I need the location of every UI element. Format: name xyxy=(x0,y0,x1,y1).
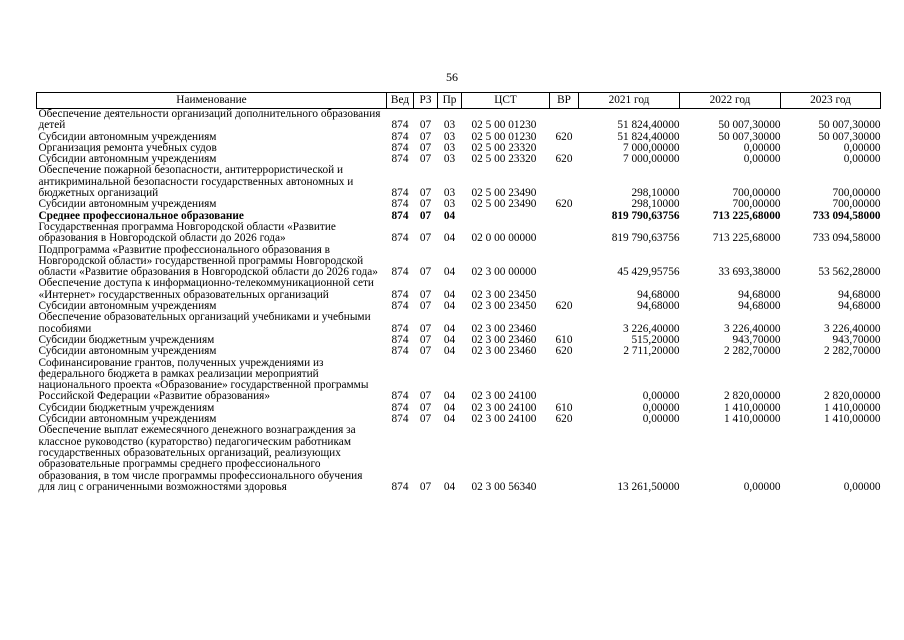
cell-2023: 94,68000 xyxy=(838,300,881,313)
cell-2021: 94,68000 xyxy=(637,300,680,313)
cell-ved: 874 xyxy=(391,413,409,426)
cell-2023: 50 007,30000 xyxy=(818,119,881,132)
cell-pr: 04 xyxy=(443,209,456,222)
cell-pr: 04 xyxy=(443,232,456,245)
cell-vr xyxy=(550,222,579,245)
cell-2022: 713 225,68000 xyxy=(712,209,781,222)
cell-2023: 0,00000 xyxy=(843,153,881,166)
cell-rz: 07 xyxy=(419,480,432,493)
cell-ved: 874 xyxy=(391,119,409,132)
cell-2021: 7 000,00000 xyxy=(623,153,680,166)
cell-rz: 07 xyxy=(419,209,432,222)
cell-2021: 298,10000 xyxy=(631,187,680,200)
cell-vr xyxy=(550,245,579,279)
cell-rz: 07 xyxy=(419,153,432,166)
cell-vr: 610 xyxy=(555,333,573,346)
cell-2021: 2 711,20000 xyxy=(623,345,680,358)
cell-2023: 2 282,70000 xyxy=(824,345,881,358)
cell-name: Государственная программа Новгородской области «Развитие образования в Новгородской области до 2026 года» xyxy=(38,220,336,245)
cell-vr xyxy=(550,165,579,199)
cell-2022: 713 225,68000 xyxy=(712,232,781,245)
cell-name: Среднее профессиональное образование xyxy=(38,209,244,222)
cell-2023: 94,68000 xyxy=(838,288,881,301)
cell-cst: 02 5 00 23490 xyxy=(471,198,537,211)
page-number: 56 xyxy=(446,70,458,84)
cell-cst: 02 5 00 01230 xyxy=(471,130,537,143)
cell-pr: 04 xyxy=(443,333,456,346)
cell-cst: 02 3 00 23460 xyxy=(471,333,537,346)
cell-2022: 943,70000 xyxy=(732,333,781,346)
cell-vr: 620 xyxy=(555,153,573,166)
cell-vr xyxy=(550,109,579,132)
header-2022: 2022 год xyxy=(680,93,781,109)
cell-pr: 04 xyxy=(443,390,456,403)
cell-2021: 13 261,50000 xyxy=(617,480,680,493)
cell-ved: 874 xyxy=(391,198,409,211)
cell-2023: 50 007,30000 xyxy=(818,130,881,143)
cell-2023: 700,00000 xyxy=(832,187,881,200)
cell-2023: 1 410,00000 xyxy=(824,401,881,414)
cell-2021: 819 790,63756 xyxy=(611,209,680,222)
cell-rz: 07 xyxy=(419,232,432,245)
cell-pr: 03 xyxy=(443,130,456,143)
header-cst: ЦСТ xyxy=(462,93,550,109)
cell-pr: 04 xyxy=(443,288,456,301)
cell-pr: 03 xyxy=(443,198,456,211)
cell-ved: 874 xyxy=(391,333,409,346)
header-name: Наименование xyxy=(37,93,387,109)
cell-name: Обеспечение деятельности организаций дополнительного образования детей xyxy=(38,108,381,132)
cell-ved: 874 xyxy=(391,480,409,493)
cell-2021: 51 824,40000 xyxy=(617,119,680,132)
cell-cst xyxy=(462,211,550,222)
cell-rz: 07 xyxy=(419,266,432,279)
cell-vr: 620 xyxy=(555,413,573,426)
cell-cst: 02 3 00 24100 xyxy=(471,413,537,426)
cell-cst: 02 3 00 00000 xyxy=(471,266,537,279)
cell-2021: 0,00000 xyxy=(642,401,680,414)
cell-ved: 874 xyxy=(391,209,409,222)
cell-rz: 07 xyxy=(419,187,432,200)
cell-2022: 50 007,30000 xyxy=(718,119,781,132)
cell-2021: 45 429,95756 xyxy=(617,266,680,279)
table-row xyxy=(37,346,881,357)
header-rz: РЗ xyxy=(414,93,438,109)
header-pr: Пр xyxy=(438,93,462,109)
cell-2022: 33 693,38000 xyxy=(718,266,781,279)
cell-pr: 04 xyxy=(443,300,456,313)
cell-pr: 03 xyxy=(443,153,456,166)
cell-ved: 874 xyxy=(391,141,409,154)
cell-ved: 874 xyxy=(391,288,409,301)
cell-ved: 874 xyxy=(391,390,409,403)
cell-name: Подпрограмма «Развитие профессионального образования в Новгородской области» государственной программы Новгородской области «Развитие образования в Новгородской области до 2026 года» xyxy=(38,243,378,279)
table-row xyxy=(37,312,881,335)
cell-pr: 03 xyxy=(443,187,456,200)
cell-pr: 04 xyxy=(443,345,456,358)
cell-vr: 610 xyxy=(555,401,573,414)
cell-pr: 03 xyxy=(443,119,456,132)
cell-ved: 874 xyxy=(391,345,409,358)
cell-vr xyxy=(550,312,579,335)
cell-2021: 7 000,00000 xyxy=(623,141,680,154)
cell-ved: 874 xyxy=(391,322,409,335)
cell-name: Обеспечение образовательных организаций учебниками и учебными пособиями xyxy=(38,311,371,335)
cell-2021: 0,00000 xyxy=(642,390,680,403)
table-row xyxy=(37,222,881,245)
cell-name: Субсидии бюджетным учреждениям xyxy=(38,333,215,346)
cell-vr xyxy=(550,211,579,222)
cell-rz: 07 xyxy=(419,288,432,301)
cell-rz: 07 xyxy=(419,322,432,335)
cell-ved: 874 xyxy=(391,187,409,200)
cell-2021: 515,20000 xyxy=(631,333,680,346)
cell-ved: 874 xyxy=(391,232,409,245)
cell-ved: 874 xyxy=(391,401,409,414)
cell-2023: 1 410,00000 xyxy=(824,413,881,426)
cell-cst: 02 3 00 23450 xyxy=(471,288,537,301)
cell-2023: 733 094,58000 xyxy=(812,232,881,245)
table-row xyxy=(37,165,881,199)
cell-vr: 620 xyxy=(555,198,573,211)
cell-vr xyxy=(550,278,579,301)
cell-2022: 2 282,70000 xyxy=(724,345,781,358)
cell-rz: 07 xyxy=(419,345,432,358)
header-2023: 2023 год xyxy=(781,93,881,109)
cell-2023: 3 226,40000 xyxy=(824,322,881,335)
cell-2022: 94,68000 xyxy=(738,288,781,301)
table-row xyxy=(37,425,881,493)
cell-cst: 02 5 00 23490 xyxy=(471,187,537,200)
header-row xyxy=(37,93,881,109)
table-row xyxy=(37,199,881,210)
cell-2022: 50 007,30000 xyxy=(718,130,781,143)
cell-pr: 04 xyxy=(443,413,456,426)
cell-2021: 0,00000 xyxy=(642,413,680,426)
cell-2022: 2 820,00000 xyxy=(724,390,781,403)
table-row xyxy=(37,109,881,132)
cell-cst: 02 3 00 24100 xyxy=(471,390,537,403)
cell-2022: 0,00000 xyxy=(743,480,781,493)
cell-2021: 51 824,40000 xyxy=(617,130,680,143)
cell-rz: 07 xyxy=(419,333,432,346)
table-header xyxy=(37,93,881,109)
cell-2023: 0,00000 xyxy=(843,480,881,493)
cell-name: Софинансирование грантов, полученных учреждениями из федерального бюджета в рамках реализации мероприятий национального проекта «Образование» государственной программы Российской Федерации «Развитие образования» xyxy=(38,356,369,403)
cell-cst: 02 3 00 23460 xyxy=(471,322,537,335)
cell-rz: 07 xyxy=(419,130,432,143)
cell-cst: 02 5 00 23320 xyxy=(471,153,537,166)
cell-rz: 07 xyxy=(419,119,432,132)
cell-rz: 07 xyxy=(419,401,432,414)
cell-ved: 874 xyxy=(391,153,409,166)
cell-pr: 04 xyxy=(443,480,456,493)
cell-name: Обеспечение доступа к информационно-телекоммуникационной сети «Интернет» государственных образовательных организаций xyxy=(38,277,374,301)
budget-table-container xyxy=(36,92,880,493)
cell-cst: 02 0 00 00000 xyxy=(471,232,537,245)
cell-cst: 02 3 00 24100 xyxy=(471,401,537,414)
cell-2023: 53 562,28000 xyxy=(818,266,881,279)
cell-2022: 0,00000 xyxy=(743,153,781,166)
cell-2021: 94,68000 xyxy=(637,288,680,301)
cell-vr: 620 xyxy=(555,345,573,358)
cell-2022: 1 410,00000 xyxy=(724,413,781,426)
cell-vr xyxy=(550,358,579,403)
cell-name: Обеспечение пожарной безопасности, антитеррористической и антикриминальной безопасности государственных автономных и бюджетных организаций xyxy=(38,164,354,200)
cell-name: Субсидии автономным учреждениям xyxy=(38,153,217,166)
table-row xyxy=(37,278,881,301)
cell-pr: 04 xyxy=(443,266,456,279)
cell-2021: 3 226,40000 xyxy=(623,322,680,335)
cell-vr: 620 xyxy=(555,300,573,313)
cell-name: Субсидии автономным учреждениям xyxy=(38,198,217,211)
cell-name: Субсидии автономным учреждениям xyxy=(38,130,217,143)
cell-name: Организация ремонта учебных судов xyxy=(38,141,217,154)
cell-cst: 02 3 00 56340 xyxy=(471,480,537,493)
cell-name: Субсидии автономным учреждениям xyxy=(38,345,217,358)
cell-2022: 700,00000 xyxy=(732,187,781,200)
cell-rz: 07 xyxy=(419,413,432,426)
cell-name: Субсидии автономным учреждениям xyxy=(38,300,217,313)
cell-rz: 07 xyxy=(419,198,432,211)
cell-ved: 874 xyxy=(391,300,409,313)
table-row xyxy=(37,358,881,403)
cell-cst: 02 3 00 23450 xyxy=(471,300,537,313)
budget-table xyxy=(36,92,881,493)
cell-rz: 07 xyxy=(419,141,432,154)
cell-2022: 0,00000 xyxy=(743,141,781,154)
cell-name: Субсидии бюджетным учреждениям xyxy=(38,401,215,414)
cell-2022: 94,68000 xyxy=(738,300,781,313)
cell-2022: 3 226,40000 xyxy=(724,322,781,335)
cell-cst: 02 5 00 23320 xyxy=(471,141,537,154)
cell-ved: 874 xyxy=(391,266,409,279)
cell-cst: 02 3 00 23460 xyxy=(471,345,537,358)
cell-ved: 874 xyxy=(391,130,409,143)
cell-vr: 620 xyxy=(555,130,573,143)
cell-2022: 700,00000 xyxy=(732,198,781,211)
cell-pr: 04 xyxy=(443,322,456,335)
cell-vr xyxy=(550,425,579,493)
cell-2021: 819 790,63756 xyxy=(611,232,680,245)
header-ved: Вед xyxy=(387,93,414,109)
cell-2023: 0,00000 xyxy=(843,141,881,154)
header-vr: ВР xyxy=(550,93,579,109)
cell-2023: 943,70000 xyxy=(832,333,881,346)
cell-name: Обеспечение выплат ежемесячного денежного вознаграждения за классное руководство (кураторство) педагогическим работникам государственных образовательных организаций, реализующих образовательные программы среднего профессионального образования, в том числе программы профессионального обучения для лиц с ограниченными возможностями здоровья xyxy=(38,424,363,493)
cell-pr: 03 xyxy=(443,141,456,154)
cell-pr: 04 xyxy=(443,401,456,414)
cell-name: Субсидии автономным учреждениям xyxy=(38,413,217,426)
cell-2022: 1 410,00000 xyxy=(724,401,781,414)
cell-cst: 02 5 00 01230 xyxy=(471,119,537,132)
table-body xyxy=(37,109,881,494)
cell-2021: 298,10000 xyxy=(631,198,680,211)
table-row xyxy=(37,245,881,279)
cell-2023: 733 094,58000 xyxy=(812,209,881,222)
cell-rz: 07 xyxy=(419,300,432,313)
cell-2023: 700,00000 xyxy=(832,198,881,211)
header-2021: 2021 год xyxy=(579,93,680,109)
cell-rz: 07 xyxy=(419,390,432,403)
cell-2023: 2 820,00000 xyxy=(824,390,881,403)
